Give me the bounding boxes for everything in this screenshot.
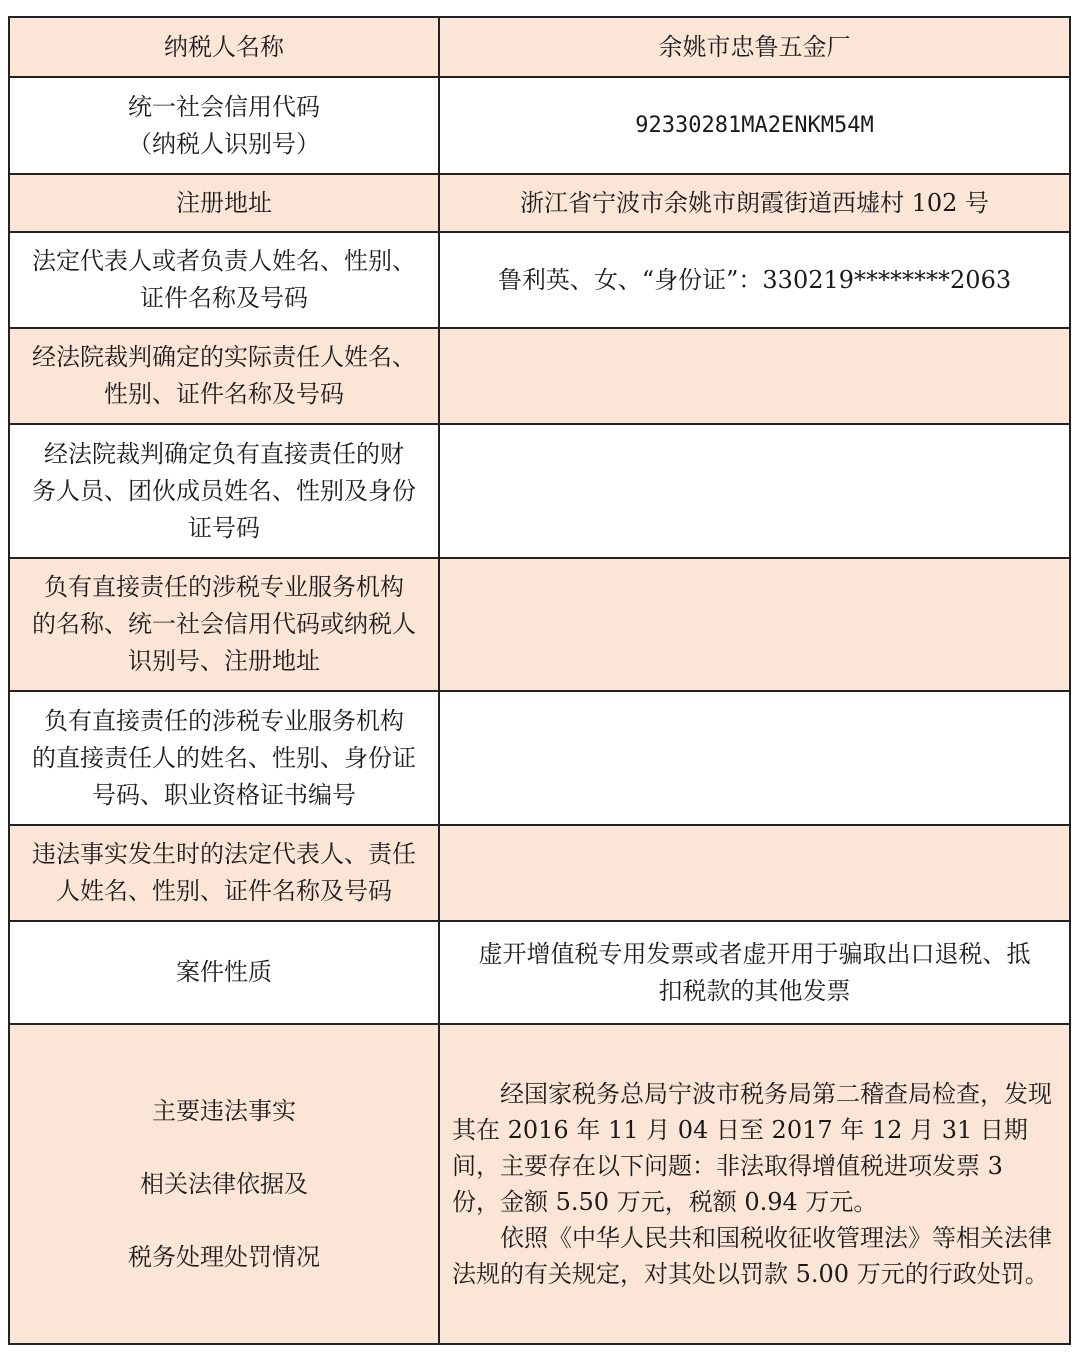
label-legal-rep-line1: 法定代表人或者负责人姓名、性别、 [32,247,416,275]
label-taxpayer-name: 纳税人名称 [9,17,439,77]
label-violation-rep [9,825,439,921]
value-credit-code: 92330281MA2ENKM54M [439,77,1070,174]
label-finance-staff-line3: 证号码 [188,513,260,542]
label-actual-person-line2: 性别、证件名称及号码 [104,380,344,408]
label-main-facts-line2: 相关法律依据及 [140,1169,308,1198]
label-violation-rep-line1: 违法事实发生时的法定代表人、责任 [32,840,416,868]
label-address: 注册地址 [9,174,439,232]
label-actual-person-line1: 经法院裁判确定的实际责任人姓名、 [32,343,416,371]
row-legal-rep [9,232,1070,328]
value-case-nature [439,921,1070,1024]
value-agency [439,558,1070,691]
label-legal-rep-line2: 证件名称及号码 [140,284,308,312]
row-main-facts [9,1024,1070,1344]
label-agency-person-line3: 号码、职业资格证书编号 [92,780,356,809]
row-finance-staff [9,424,1070,558]
label-agency-line3: 识别号、注册地址 [128,647,320,675]
row-case-nature [9,921,1070,1024]
label-main-facts-line3: 税务处理处罚情况 [128,1242,320,1271]
label-credit-code-line1: 统一社会信用代码 [128,92,320,121]
label-finance-staff-line2: 务人员、团伙成员姓名、性别及身份 [32,476,416,505]
label-credit-code [9,77,439,174]
label-main-facts [9,1024,439,1344]
value-case-nature-line1: 虚开增值税专用发票或者虚开用于骗取出口退税、抵 [478,939,1031,968]
value-finance-staff [439,424,1070,558]
row-agency [9,558,1070,691]
facts-paragraph-1: 经国家税务总局宁波市税务局第二稽查局检查，发现其在 2016 年 11 月 04 日至 2017 年 12 月 31 日期间，主要存在以下问题：非法取得增值税进项发票 3 份，金额 5.50 万元，税额 0.94 万元。 [452,1080,1052,1216]
value-address: 浙江省宁波市余姚市朗霞街道西墟村 102 号 [439,174,1070,232]
label-finance-staff [9,424,439,558]
value-violation-rep [439,825,1070,921]
label-agency [9,558,439,691]
row-credit-code [9,77,1070,174]
value-taxpayer-name: 余姚市忠鲁五金厂 [439,17,1070,77]
label-actual-person [9,328,439,424]
value-case-nature-line2: 扣税款的其他发票 [658,976,851,1005]
row-violation-rep [9,825,1070,921]
label-agency-person-line2: 的直接责任人的姓名、性别、身份证 [32,743,416,772]
value-main-facts [439,1024,1070,1344]
label-agency-line1: 负有直接责任的涉税专业服务机构 [44,573,404,601]
row-agency-person [9,691,1070,825]
tax-info-table [8,16,1071,1345]
label-agency-person [9,691,439,825]
label-finance-staff-line1: 经法院裁判确定负有直接责任的财 [44,439,404,468]
label-main-facts-line1: 主要违法事实 [152,1096,296,1125]
facts-paragraph-2: 依照《中华人民共和国税收征收管理法》等相关法律法规的有关规定，对其处以罚款 5.00 万元的行政处罚。 [452,1224,1052,1288]
row-taxpayer-name [9,17,1070,77]
label-credit-code-line2: （纳税人识别号） [128,129,320,158]
value-agency-person [439,691,1070,825]
label-violation-rep-line2: 人姓名、性别、证件名称及号码 [56,877,392,905]
row-actual-person [9,328,1070,424]
label-case-nature: 案件性质 [9,921,439,1024]
label-agency-line2: 的名称、统一社会信用代码或纳税人 [32,610,416,638]
value-actual-person [439,328,1070,424]
label-legal-rep [9,232,439,328]
row-address [9,174,1070,232]
label-agency-person-line1: 负有直接责任的涉税专业服务机构 [44,706,404,735]
value-legal-rep: 鲁利英、女、“身份证”：330219********2063 [439,232,1070,328]
